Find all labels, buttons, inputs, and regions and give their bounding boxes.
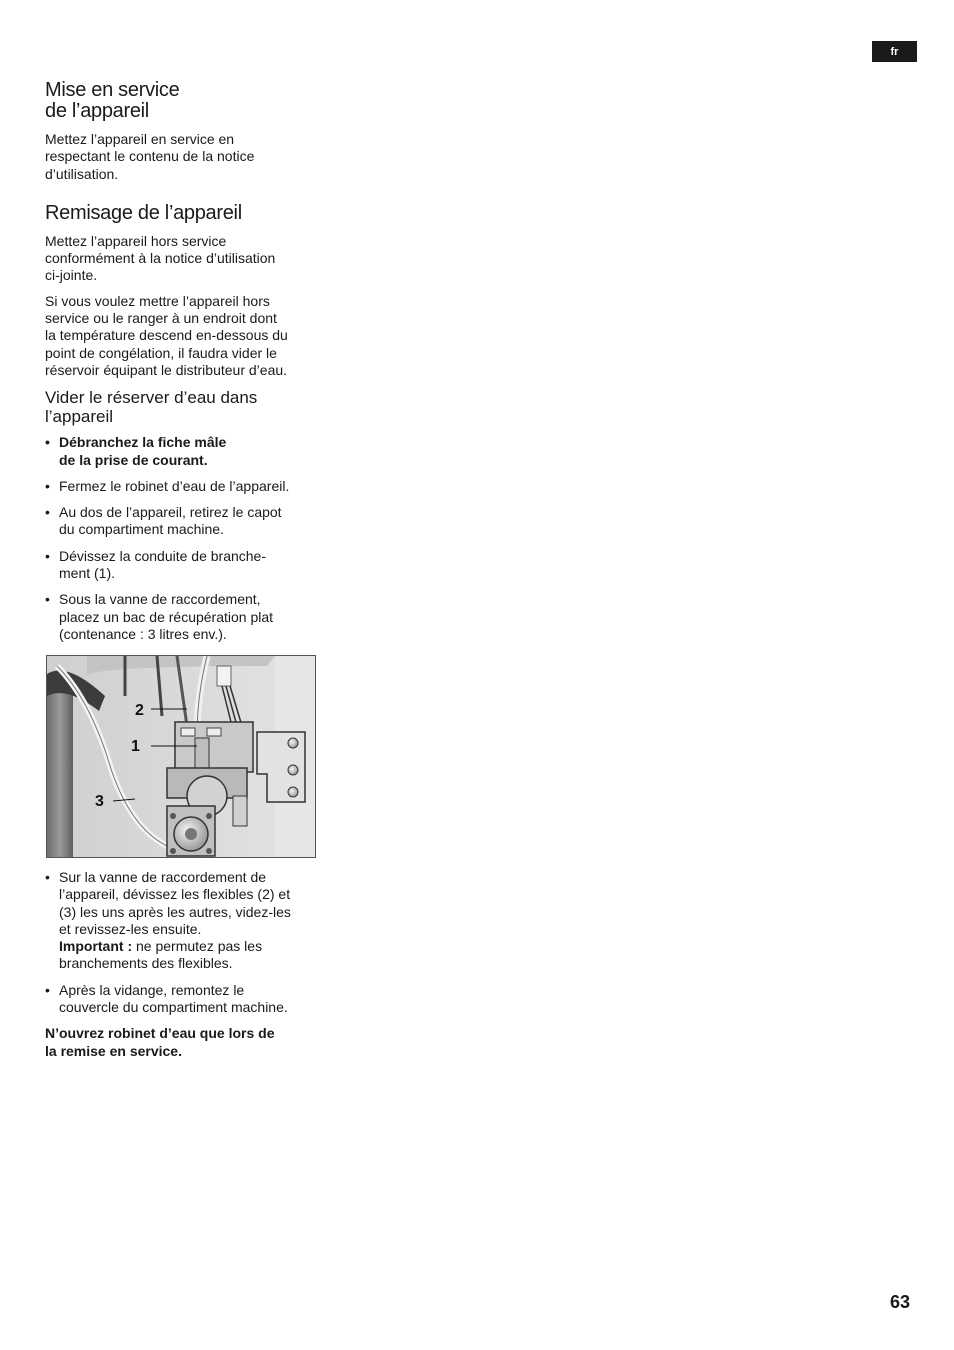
mise-en-service-paragraph: Mettez l’appareil en service en respectant le contenu de la notice d’utilisation. (45, 131, 255, 182)
remisage-paragraph-2: Si vous voulez mettre l’appareil hors service ou le ranger à un endroit dont la température descend en-dessous du point de congélation, il faudra vider le réservoir équipant le distributeur d’eau. (45, 292, 288, 378)
list-item: • Dévissez la conduite de branche- ment (1). (45, 548, 325, 583)
list-item (45, 869, 325, 973)
section-title-remisage: Remisage de l’appareil (45, 201, 242, 224)
section-title-mise-en-service: Mise en service de l’appareil (45, 79, 180, 122)
callout-1: 1 (131, 738, 140, 755)
step-after-1-text: Sur la vanne de raccordement de l’appareil, dévissez les flexibles (2) et (3) les uns après les autres, videz-les et revissez-les ensuite. (59, 869, 291, 937)
callout-3: 3 (95, 793, 104, 810)
callout-2: 2 (135, 702, 144, 719)
important-label: Important : (59, 938, 133, 955)
steps-after-list (45, 869, 325, 1016)
section-title-vider: Vider le réserver d’eau dans l’appareil (45, 388, 258, 427)
list-item: • Au dos de l’appareil, retirez le capot du compartiment machine. (45, 504, 325, 539)
list-item: • Fermez le robinet d’eau de l’appareil. (45, 478, 325, 495)
list-item: • Après la vidange, remontez le couvercle du compartiment machine. (45, 982, 325, 1017)
list-item: • Sous la vanne de raccordement, placez un bac de récupération plat (contenance : 3 litres env.). (45, 591, 325, 643)
page-number: 63 (889, 1292, 910, 1312)
steps-before-list (45, 434, 325, 643)
remisage-paragraph-1: Mettez l’appareil hors service conformément à la notice d’utilisation ci-jointe. (45, 232, 276, 284)
after-figure-column (45, 869, 325, 1060)
important-text: ne permutez pas les branchements des flexibles. (59, 938, 263, 972)
final-note: N’ouvrez robinet d’eau que lors de la remise en service. (45, 1025, 275, 1059)
language-badge: fr (872, 41, 917, 62)
main-column (45, 80, 325, 643)
list-item: • Débranchez la fiche mâle de la prise de courant. (45, 434, 325, 469)
valve-illustration (47, 656, 316, 858)
valve-diagram-figure (46, 655, 316, 858)
